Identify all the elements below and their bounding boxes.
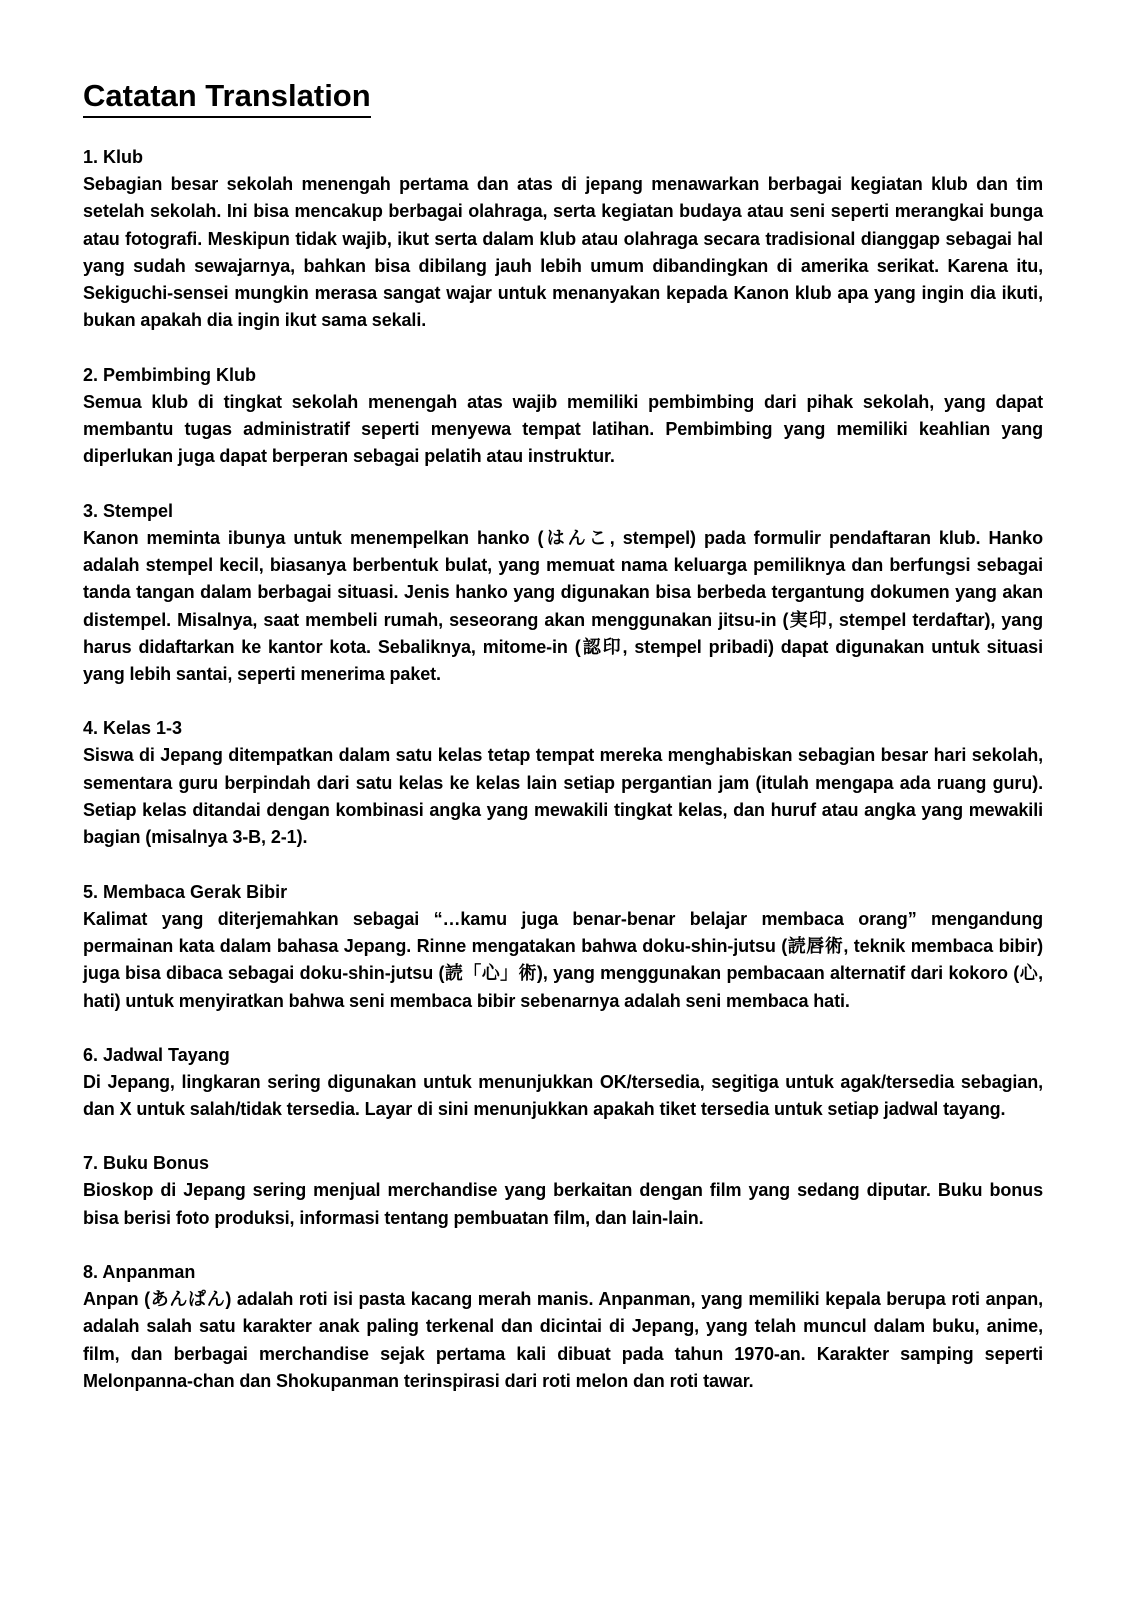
page-title: Catatan Translation	[83, 76, 371, 118]
note-heading: 3. Stempel	[83, 500, 174, 521]
note-heading: 8. Anpanman	[83, 1262, 196, 1283]
note-kelas	[83, 715, 1043, 851]
note-heading: 2. Pembimbing Klub	[83, 364, 257, 385]
note-heading: 7. Buku Bonus	[83, 1153, 210, 1174]
document-page	[83, 76, 1043, 1422]
note-heading: 5. Membaca Gerak Bibir	[83, 881, 288, 902]
note-heading: 1. Klub	[83, 147, 144, 167]
note-jadwal-tayang	[83, 1042, 1043, 1124]
note-body: Anpan (あんぱん) adalah roti isi pasta kacang merah manis. Anpanman, yang memiliki kepala berupa roti anpan, adalah salah satu karakter anak paling terkenal dan dicintai di Jepang, yang telah muncul dalam buku, anime, film, dan berbagai merchandise sejak pertama kali dibuat pada tahun 1970-an. Karakter samping seperti Melonpanna-chan dan Shokupanman terinspirasi dari roti melon dan roti tawar.	[83, 1289, 1043, 1391]
note-heading: 6. Jadwal Tayang	[83, 1044, 230, 1065]
note-stempel	[83, 498, 1043, 689]
note-body: Siswa di Jepang ditempatkan dalam satu kelas tetap tempat mereka menghabiskan sebagian besar hari sekolah, sementara guru berpindah dari satu kelas ke kelas lain setiap pergantian jam (itulah mengapa ada ruang guru). Setiap kelas ditandai dengan kombinasi angka yang mewakili tingkat kelas, dan huruf atau angka yang mewakili bagian (misalnya 3-B, 2-1).	[83, 745, 1043, 848]
note-anpanman	[83, 1259, 1043, 1395]
note-body: Bioskop di Jepang sering menjual merchandise yang berkaitan dengan film yang sedang diputar. Buku bonus bisa berisi foto produksi, informasi tentang pembuatan film, dan lain-lain.	[83, 1180, 1043, 1228]
note-membaca-gerak-bibir	[83, 879, 1043, 1015]
note-buku-bonus	[83, 1150, 1043, 1232]
note-klub	[83, 144, 1043, 335]
note-body: Di Jepang, lingkaran sering digunakan untuk menunjukkan OK/tersedia, segitiga untuk agak/tersedia sebagian, dan X untuk salah/tidak tersedia. Layar di sini menunjukkan apakah tiket tersedia untuk setiap jadwal tayang.	[83, 1071, 1043, 1120]
note-heading: 4. Kelas 1-3	[83, 718, 183, 739]
note-body: Sebagian besar sekolah menengah pertama dan atas di jepang menawarkan berbagai kegiatan klub dan tim setelah sekolah. Ini bisa mencakup berbagai olahraga, serta kegiatan budaya atau seni seperti merangkai bunga atau fotografi. Meskipun tidak wajib, ikut serta dalam klub atau olahraga secara tradisional dianggap sebagai hal yang sudah sewajarnya, bahkan bisa dibilang jauh lebih umum dibandingkan di amerika serikat. Karena itu, Sekiguchi-sensei mungkin merasa sangat wajar untuk menanyakan kepada Kanon klub apa yang ingin dia ikuti, bukan apakah dia ingin ikut sama sekali.	[83, 174, 1043, 331]
note-body: Kalimat yang diterjemahkan sebagai “…kamu juga benar-benar belajar membaca orang” mengandung permainan kata dalam bahasa Jepang. Rinne mengatakan bahwa doku-shin-jutsu (読唇術, teknik membaca bibir) juga bisa dibaca sebagai doku-shin-jutsu (読「心」術), yang menggunakan pembacaan alternatif dari kokoro (心, hati) untuk menyiratkan bahwa seni membaca bibir sebenarnya adalah seni membaca hati.	[83, 908, 1043, 1011]
note-body: Kanon meminta ibunya untuk menempelkan hanko (はんこ, stempel) pada formulir pendaftaran klub. Hanko adalah stempel kecil, biasanya berbentuk bulat, yang memuat nama keluarga pemiliknya dan berfungsi sebagai tanda tangan dalam berbagai situasi. Jenis hanko yang digunakan bisa berbeda tergantung dokumen yang akan distempel. Misalnya, saat membeli rumah, seseorang akan menggunakan jitsu-in (実印, stempel terdaftar), yang harus didaftarkan ke kantor kota. Sebaliknya, mitome-in (認印, stempel pribadi) dapat digunakan untuk situasi yang lebih santai, seperti menerima paket.	[83, 527, 1043, 685]
note-pembimbing-klub	[83, 362, 1043, 471]
note-body: Semua klub di tingkat sekolah menengah atas wajib memiliki pembimbing dari pihak sekolah, yang dapat membantu tugas administratif seperti menyewa tempat latihan. Pembimbing yang memiliki keahlian yang diperlukan juga dapat berperan sebagai pelatih atau instruktur.	[83, 391, 1043, 467]
